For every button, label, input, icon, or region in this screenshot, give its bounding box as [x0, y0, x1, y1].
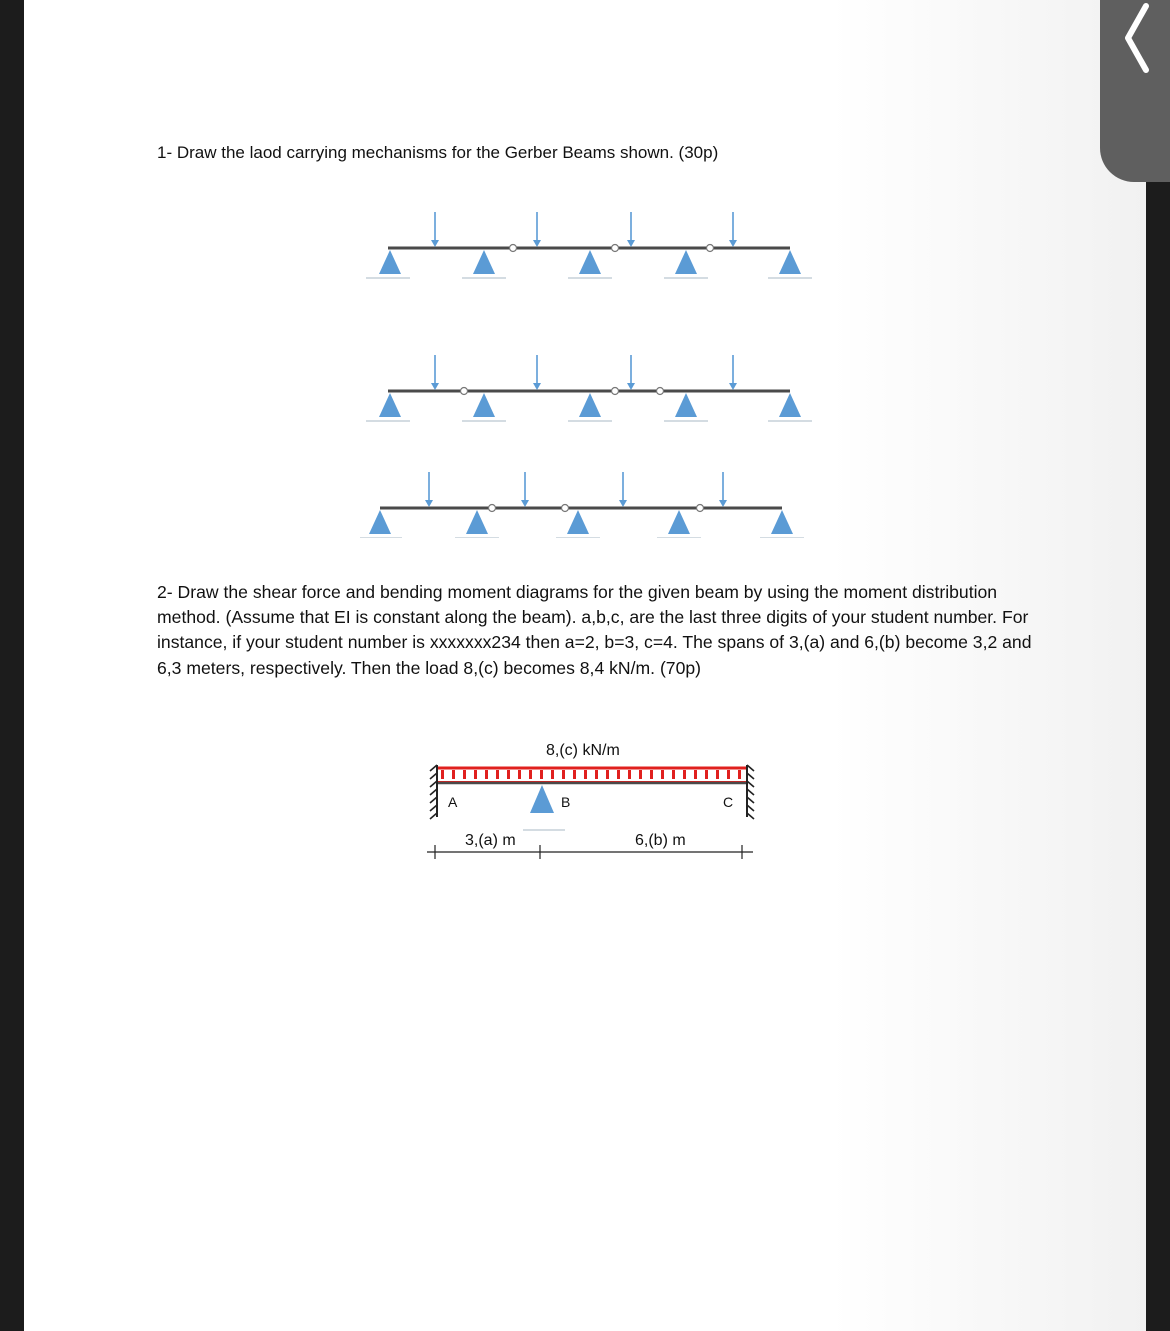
support-a-label: A [448, 794, 458, 810]
support-c-label: C [723, 794, 734, 810]
load-label: 8,(c) kN/m [546, 742, 620, 759]
question-1-text: 1- Draw the laod carrying mechanisms for the Gerber Beams shown. (30p) [157, 143, 719, 162]
pin-support-b [530, 785, 554, 813]
fixed-support-a [430, 765, 437, 819]
gerber-beam-2 [360, 353, 820, 423]
span-1-label: 3,(a) m [465, 832, 516, 849]
question-2-text: 2- Draw the shear force and bending moment diagrams for the given beam by using the moment distribution method. (Assume that EI is constant along the beam). a,b,c, are the last three digits of your student number. For instance, if your student number is xxxxxxx234 then a=2, b=3, c=4. The spans of 3,(a) and 6,(b) become 3,2 and 6,3 meters, respectively. Then the load 8,(c) becomes 8,4 kN/m. (70p) [157, 582, 1032, 678]
fixed-support-c [747, 765, 754, 819]
support-b-label: B [561, 794, 571, 810]
distributed-load [437, 768, 747, 782]
gerber-beam-3 [360, 468, 820, 538]
chevron-left-icon [1118, 2, 1154, 74]
continuous-beam-figure [415, 735, 775, 865]
gerber-beam-1 [360, 210, 820, 280]
span-2-label: 6,(b) m [635, 832, 686, 849]
back-button[interactable] [1100, 0, 1170, 182]
